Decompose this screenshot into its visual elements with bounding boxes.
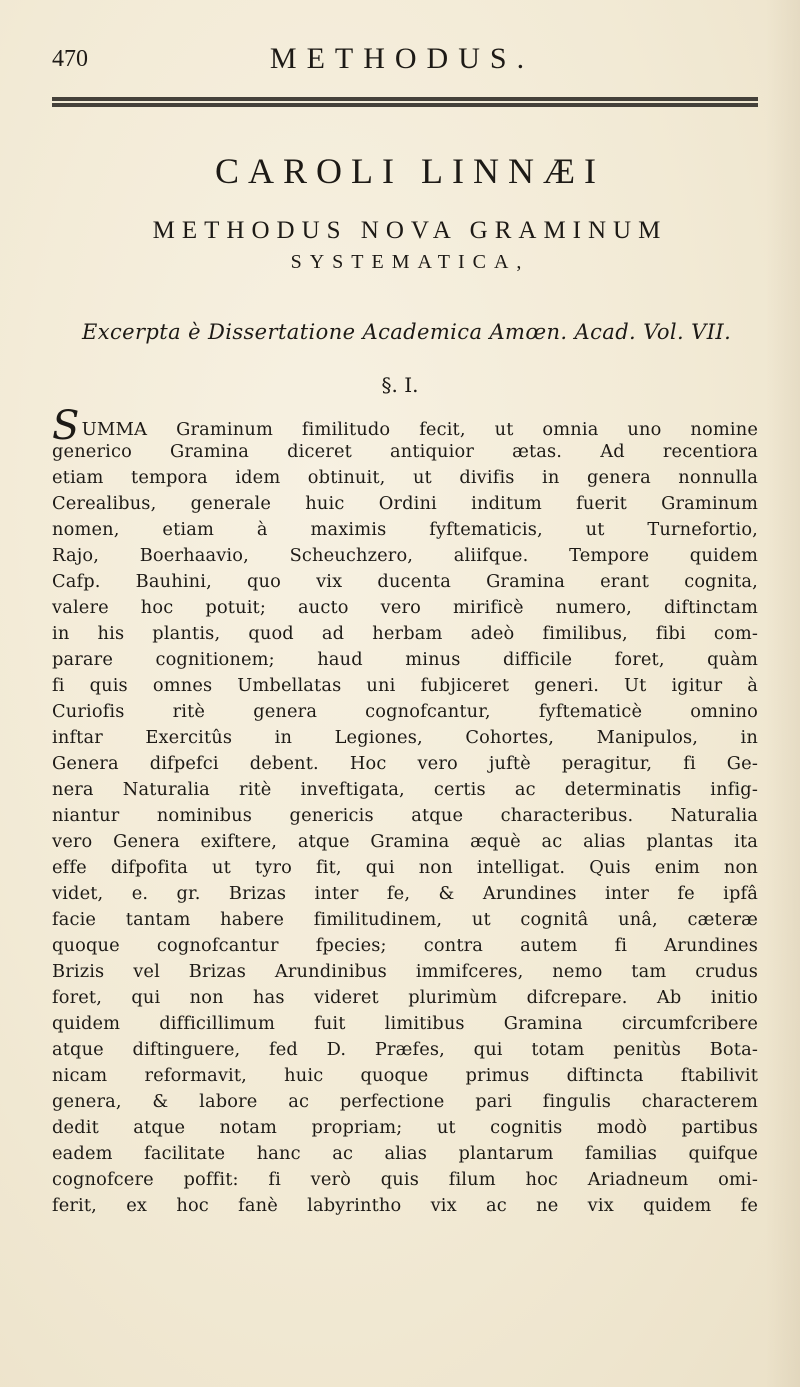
page-number: 470	[52, 46, 88, 72]
text-line: vero Genera exiftere, atque Gramina æquè ac alias plantas ita	[52, 831, 758, 852]
text-line: generico Gramina diceret antiquior ætas. Ad recentiora	[52, 441, 758, 462]
text-line: nicam reformavit, huic quoque primus diftincta ftabilivit	[52, 1065, 758, 1086]
text-line: foret, qui non has videret plurimùm difcrepare. Ab initio	[52, 987, 758, 1008]
text-line: nera Naturalia ritè inveftigata, certis ac determinatis infig-	[52, 779, 758, 800]
text-line: quoque cognofcantur fpecies; contra autem fi Arundines	[52, 935, 758, 956]
text-line: in his plantis, quod ad herbam adeò fimilibus, fibi com-	[52, 623, 758, 644]
text-line: valere hoc potuit; aucto vero mirificè numero, diftinctam	[52, 597, 758, 618]
text-line: Cafp. Bauhini, quo vix ducenta Gramina erant cognita,	[52, 571, 758, 592]
text-line: dedit atque notam propriam; ut cognitis modò partibus	[52, 1117, 758, 1138]
text-line: cognofcere poffit: fi verò quis filum hoc Ariadneum omi-	[52, 1169, 758, 1190]
author-name: CAROLI LINNÆI	[215, 151, 605, 191]
text-line: Genera difpefci debent. Hoc vero juftè peragitur, fi Ge-	[52, 753, 758, 774]
text-line: fi quis omnes Umbellatas uni fubjiceret generi. Ut igitur à	[52, 675, 758, 696]
source-citation: Excerpta è Dissertatione Academica Amœn. Acad. Vol. VII.	[82, 320, 732, 344]
first-word: UMMA	[81, 419, 148, 440]
drop-cap: S	[52, 403, 80, 449]
body-text	[52, 403, 758, 1219]
text-line: parare cognitionem; haud minus difficile foret, quàm	[52, 649, 758, 670]
text-line: Rajo, Boerhaavio, Scheuchzero, aliifque. Tempore quidem	[52, 545, 758, 566]
text-line: etiam tempora idem obtinuit, ut divifis in genera nonnulla	[52, 467, 758, 488]
running-head: METHODUS.	[269, 42, 535, 75]
ornamental-rule	[52, 97, 758, 107]
text-line: Curiofis ritè genera cognofcantur, fyftematicè omnino	[52, 701, 758, 722]
page-edge-shadow	[766, 0, 800, 1387]
text-line: niantur nominibus genericis atque characteribus. Naturalia	[52, 805, 758, 826]
text-line-content: Graminum fimilitudo fecit, ut omnia uno nomine	[176, 419, 758, 440]
text-line: eadem facilitate hanc ac alias plantarum familias quifque	[52, 1143, 758, 1164]
text-line: videt, e. gr. Brizas inter fe, & Arundines inter fe ipfâ	[52, 883, 758, 904]
text-line: ferit, ex hoc fanè labyrintho vix ac ne vix quidem fe	[52, 1195, 758, 1216]
text-line	[52, 403, 758, 449]
page-header	[52, 42, 752, 82]
work-title: METHODUS NOVA GRAMINUM	[152, 217, 668, 244]
text-line: quidem difficillimum fuit limitibus Gramina circumfcribere	[52, 1013, 758, 1034]
text-line: facie tantam habere fimilitudinem, ut cognitâ unâ, cæteræ	[52, 909, 758, 930]
text-line: nomen, etiam à maximis fyftematicis, ut Turnefortio,	[52, 519, 758, 540]
text-line: Cerealibus, generale huic Ordini inditum fuerit Graminum	[52, 493, 758, 514]
text-line: genera, & labore ac perfectione pari fingulis characterem	[52, 1091, 758, 1112]
title-block	[60, 150, 760, 274]
text-line: inftar Exercitûs in Legiones, Cohortes, Manipulos, in	[52, 727, 758, 748]
work-subtitle: SYSTEMATICA,	[290, 251, 530, 273]
section-heading: §. I.	[381, 373, 419, 397]
text-line: effe difpofita ut tyro fit, qui non intelligat. Quis enim non	[52, 857, 758, 878]
text-line: atque diftinguere, fed D. Præfes, qui totam penitùs Bota-	[52, 1039, 758, 1060]
text-line: Brizis vel Brizas Arundinibus immifceres, nemo tam crudus	[52, 961, 758, 982]
